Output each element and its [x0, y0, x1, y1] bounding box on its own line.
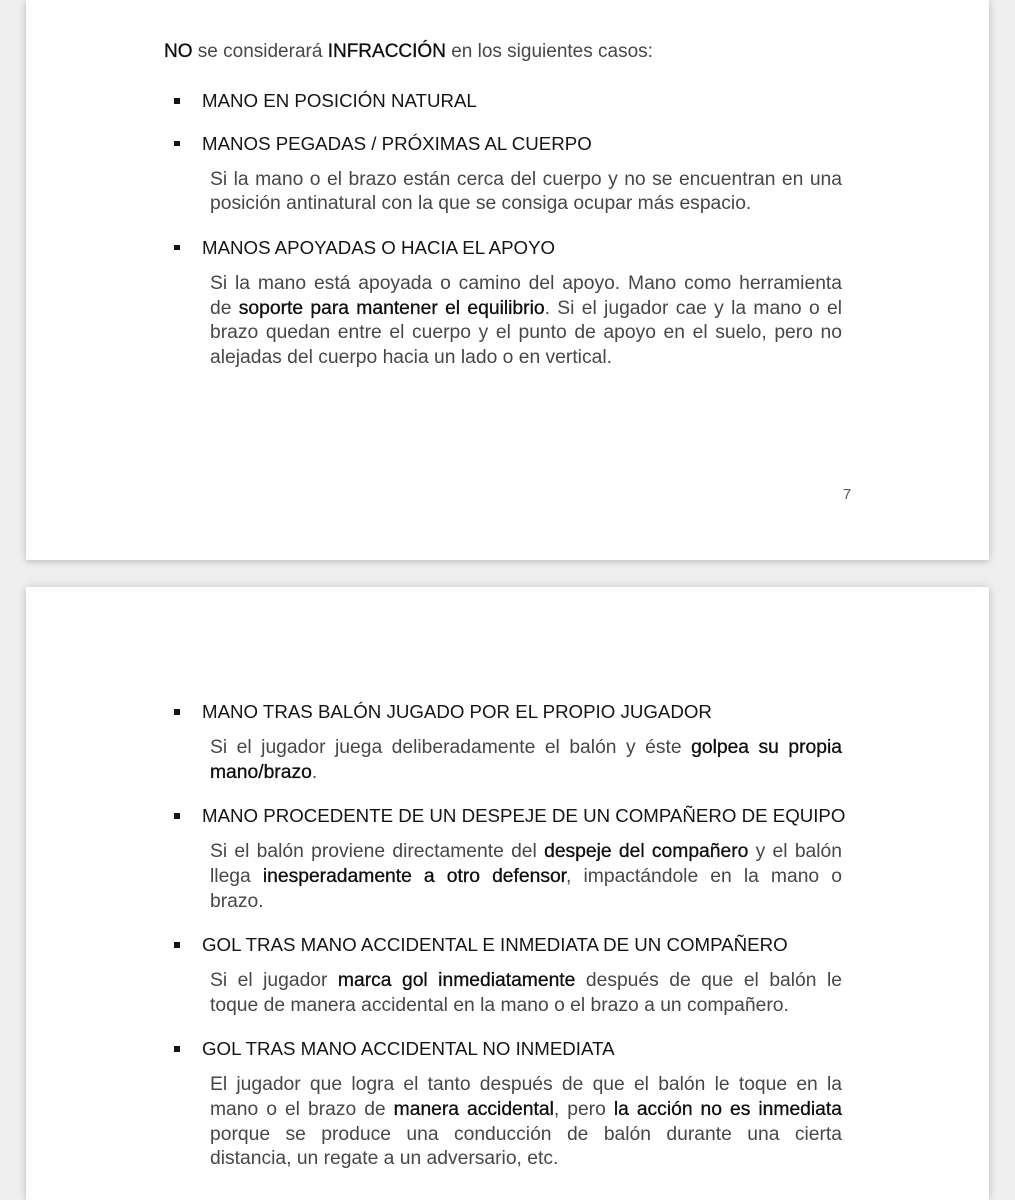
- square-bullet-icon: [174, 1046, 180, 1052]
- square-bullet-icon: [174, 245, 180, 251]
- case-description: [210, 969, 842, 1018]
- description-line: [210, 994, 842, 1019]
- text-run: , impactándole en la mano o: [566, 865, 842, 887]
- text-run: distancia, un regate a un adversario, etc.: [210, 1148, 559, 1170]
- emphasized-text: soporte para mantener el equilibrio: [238, 297, 545, 319]
- text-run: en los siguientes casos:: [445, 41, 653, 62]
- text-run: posición antinatural con la que se consiga ocupar más espacio.: [210, 193, 752, 215]
- case-heading-text: MANOS APOYADAS O HACIA EL APOYO: [202, 236, 556, 258]
- case-item: [164, 700, 924, 785]
- text-run: El jugador que logra el tanto después de que el balón le toque en la: [210, 1074, 842, 1096]
- case-item: [164, 1037, 924, 1172]
- description-line: [210, 297, 842, 322]
- case-list: [164, 89, 924, 371]
- case-description: [210, 272, 842, 371]
- case-heading-text: MANO TRAS BALÓN JUGADO POR EL PROPIO JUGADOR: [202, 701, 712, 722]
- emphasized-text: la acción no es inmediata: [613, 1098, 842, 1120]
- case-item: [164, 89, 924, 113]
- description-line: [210, 1073, 842, 1098]
- text-run: llega: [210, 865, 263, 887]
- text-run: brazo.: [210, 890, 264, 912]
- description-line: [210, 346, 842, 371]
- page-number: 7: [842, 486, 852, 503]
- description-line: [210, 321, 842, 346]
- case-heading-text: MANO PROCEDENTE DE UN DESPEJE DE UN COMPAÑERO DE EQUIPO: [202, 805, 846, 827]
- description-line: [210, 272, 842, 297]
- text-run: . Si el jugador cae y la mano o el: [544, 297, 842, 319]
- emphasized-text: INFRACCIÓN: [327, 41, 446, 62]
- case-description: [210, 168, 842, 217]
- text-run: .: [311, 761, 318, 783]
- description-line: [210, 969, 842, 994]
- case-heading: [164, 804, 924, 828]
- case-heading: [164, 933, 924, 957]
- case-item: [164, 804, 924, 914]
- emphasized-text: mano/brazo: [210, 761, 312, 783]
- case-item: [164, 132, 924, 217]
- description-line: [210, 1098, 842, 1123]
- square-bullet-icon: [174, 813, 180, 819]
- page-intro: [164, 40, 924, 64]
- description-line: [210, 192, 842, 217]
- text-run: alejadas del cuerpo hacia un lado o en vertical.: [210, 347, 612, 369]
- description-line: [210, 890, 842, 915]
- description-line: [210, 168, 842, 193]
- text-run: Si la mano o el brazo están cerca del cuerpo y no se encuentran en una: [210, 168, 842, 190]
- text-run: después de que el balón le: [575, 970, 842, 992]
- text-run: toque de manera accidental en la mano o el brazo a un compañero.: [210, 994, 789, 1016]
- text-run: Si el jugador: [210, 970, 338, 992]
- case-item: [164, 933, 924, 1018]
- case-list: [164, 700, 924, 1172]
- case-description: [210, 1073, 842, 1172]
- case-item: [164, 236, 924, 371]
- case-heading-text: GOL TRAS MANO ACCIDENTAL NO INMEDIATA: [202, 1038, 615, 1060]
- page-content: [164, 40, 924, 371]
- emphasized-text: golpea su propia: [691, 737, 842, 758]
- case-heading: [164, 1037, 924, 1061]
- text-run: Si el balón proviene directamente del: [210, 841, 545, 863]
- text-run: y el balón: [748, 841, 843, 863]
- description-line: [210, 1147, 842, 1172]
- page-content: [164, 700, 924, 1172]
- text-run: se considerará: [192, 41, 328, 62]
- case-heading: [164, 89, 924, 113]
- case-description: [210, 736, 842, 785]
- emphasized-text: marca gol inmediatamente: [337, 970, 576, 992]
- document-page: [26, 0, 989, 560]
- case-heading-text: MANOS PEGADAS / PRÓXIMAS AL CUERPO: [202, 132, 592, 154]
- square-bullet-icon: [174, 98, 180, 104]
- emphasized-text: NO: [164, 41, 193, 62]
- case-description: [210, 840, 842, 914]
- text-run: mano o el brazo de: [210, 1098, 394, 1120]
- description-line: [210, 840, 842, 865]
- text-run: de: [210, 297, 239, 319]
- text-run: Si la mano está apoyada o camino del apoyo. Mano como herramienta: [210, 272, 842, 294]
- text-run: Si el jugador juega deliberadamente el balón y éste: [210, 737, 692, 758]
- square-bullet-icon: [174, 709, 180, 715]
- description-line: [210, 761, 842, 786]
- square-bullet-icon: [174, 942, 180, 948]
- text-run: , pero: [553, 1098, 614, 1120]
- case-heading: [164, 236, 924, 260]
- square-bullet-icon: [174, 141, 180, 147]
- text-run: porque se produce una conducción de balón durante una cierta: [210, 1123, 842, 1145]
- case-heading: [164, 700, 924, 724]
- description-line: [210, 865, 842, 890]
- document-page: [26, 587, 989, 1200]
- case-heading: [164, 132, 924, 156]
- description-line: [210, 1123, 842, 1148]
- case-heading-text: GOL TRAS MANO ACCIDENTAL E INMEDIATA DE UN COMPAÑERO: [202, 934, 788, 956]
- emphasized-text: inesperadamente a otro defensor: [262, 865, 567, 887]
- emphasized-text: manera accidental: [393, 1098, 554, 1120]
- description-line: [210, 736, 842, 761]
- text-run: brazo quedan entre el cuerpo y el punto de apoyo en el suelo, pero no: [210, 322, 842, 344]
- emphasized-text: despeje del compañero: [544, 841, 749, 863]
- case-heading-text: MANO EN POSICIÓN NATURAL: [202, 90, 477, 111]
